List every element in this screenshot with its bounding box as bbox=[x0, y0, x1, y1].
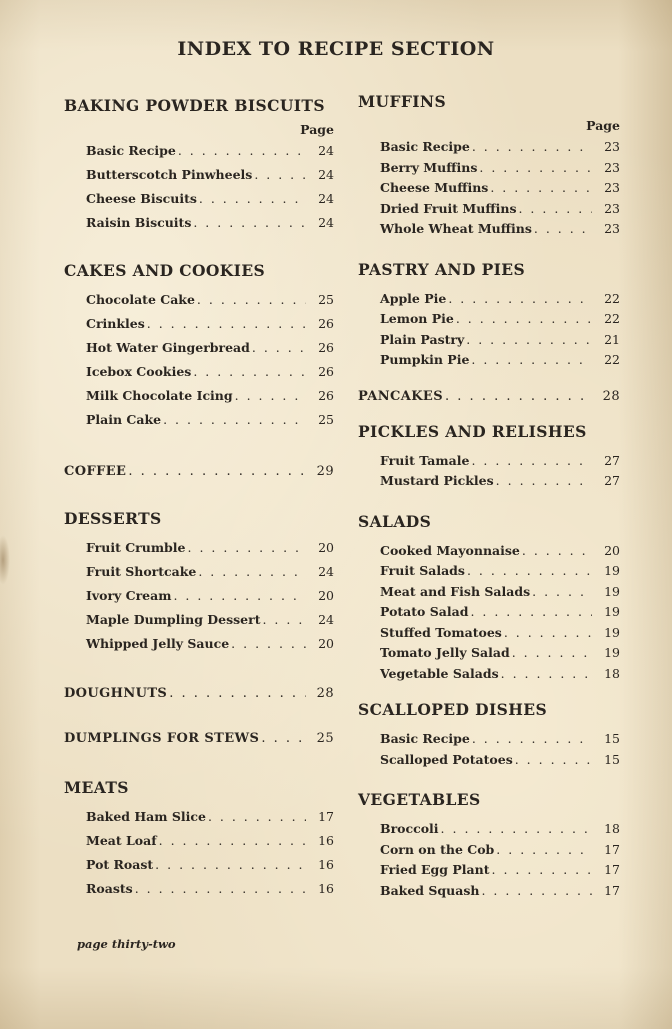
index-entry bbox=[358, 201, 620, 222]
entry-page: 20 bbox=[604, 542, 620, 558]
section-baking-powder-biscuits bbox=[64, 96, 334, 239]
index-entry bbox=[358, 221, 620, 242]
index-entry bbox=[358, 821, 620, 842]
dot-leader bbox=[522, 543, 592, 558]
entry-page: 25 bbox=[318, 292, 334, 307]
entry-page: 26 bbox=[318, 364, 334, 379]
entry-list bbox=[64, 809, 334, 905]
entry-page: 19 bbox=[604, 563, 620, 578]
dot-leader bbox=[188, 540, 307, 555]
entry-name: Hot Water Gingerbread bbox=[86, 340, 250, 355]
entry-page: 27 bbox=[604, 452, 620, 468]
entry-name: Maple Dumpling Dessert bbox=[86, 612, 261, 627]
index-entry bbox=[64, 316, 334, 340]
index-entry bbox=[64, 340, 334, 364]
entry-name: Lemon Pie bbox=[380, 311, 454, 326]
section-muffins bbox=[358, 92, 620, 242]
entry-name: Icebox Cookies bbox=[86, 364, 192, 379]
entry-list bbox=[358, 453, 620, 494]
entry-name: Ivory Cream bbox=[86, 588, 172, 603]
entry-name: Potato Salad bbox=[380, 604, 469, 619]
entry-name: Corn on the Cob bbox=[380, 841, 495, 857]
dot-leader bbox=[448, 291, 592, 306]
index-entry bbox=[64, 809, 334, 833]
entry-page: 17 bbox=[318, 809, 334, 824]
dot-leader bbox=[512, 645, 592, 660]
entry-page: 24 bbox=[318, 167, 334, 182]
dot-leader bbox=[534, 221, 592, 236]
entry-page: 20 bbox=[318, 540, 334, 555]
entry-page: 17 bbox=[604, 882, 620, 898]
section-doughnuts bbox=[64, 686, 334, 701]
section-vegetables bbox=[358, 790, 620, 903]
index-entry bbox=[64, 540, 334, 564]
section-dumplings-for-stews bbox=[64, 731, 334, 746]
dot-leader bbox=[481, 883, 592, 898]
entry-page: 24 bbox=[318, 612, 334, 627]
entry-page: 28 bbox=[602, 388, 620, 404]
dot-leader bbox=[169, 686, 306, 701]
index-entry bbox=[358, 453, 620, 474]
index-entry bbox=[358, 862, 620, 883]
entry-page: 18 bbox=[604, 821, 620, 836]
index-entry bbox=[358, 352, 620, 373]
entry-page: 25 bbox=[318, 412, 334, 427]
entry-name: Whipped Jelly Sauce bbox=[86, 636, 230, 651]
entry-list bbox=[358, 821, 620, 903]
index-entry bbox=[358, 139, 620, 160]
entry-page: 23 bbox=[604, 180, 620, 195]
entry-list bbox=[358, 139, 620, 242]
section-heading: COFFEE bbox=[64, 464, 127, 479]
index-entry bbox=[64, 143, 334, 167]
index-entry bbox=[64, 881, 334, 905]
dot-leader bbox=[515, 752, 592, 767]
entry-list bbox=[64, 143, 334, 239]
entry-name: Fried Egg Plant bbox=[380, 862, 490, 877]
entry-name: Basic Recipe bbox=[380, 139, 470, 154]
entry-name: Meat and Fish Salads bbox=[380, 583, 531, 599]
entry-page: 19 bbox=[604, 583, 620, 599]
entry-name: Milk Chocolate Icing bbox=[86, 388, 233, 403]
dot-leader bbox=[471, 453, 592, 468]
section-heading: PICKLES AND RELISHES bbox=[358, 421, 587, 441]
entry-page: 15 bbox=[604, 731, 620, 746]
dot-leader bbox=[490, 180, 592, 195]
dot-leader bbox=[471, 352, 592, 367]
entry-name: Pot Roast bbox=[86, 857, 154, 872]
entry-page: 29 bbox=[316, 464, 334, 479]
entry-name: Pumpkin Pie bbox=[380, 352, 470, 367]
dot-leader bbox=[492, 862, 592, 877]
section-heading: CAKES AND COOKIES bbox=[64, 261, 266, 280]
entry-name: Cheese Biscuits bbox=[86, 191, 197, 206]
dot-leader bbox=[197, 292, 306, 307]
section-meats bbox=[64, 778, 334, 905]
right-column bbox=[358, 92, 620, 903]
index-entry bbox=[358, 752, 620, 773]
section-heading: SCALLOPED DISHES bbox=[358, 700, 548, 719]
dot-leader bbox=[193, 215, 306, 230]
entry-name: Basic Recipe bbox=[86, 143, 176, 158]
dot-leader bbox=[252, 340, 306, 355]
entry-name: Mustard Pickles bbox=[380, 473, 494, 488]
dot-leader bbox=[173, 588, 306, 603]
entry-list bbox=[358, 731, 620, 772]
index-entry bbox=[358, 311, 620, 332]
index-entry bbox=[358, 731, 620, 752]
entry-name: Apple Pie bbox=[380, 290, 447, 306]
paper-stain bbox=[0, 535, 10, 585]
entry-list bbox=[358, 543, 620, 687]
section-desserts bbox=[64, 509, 334, 660]
entry-page: 16 bbox=[318, 881, 334, 896]
entry-name: Dried Fruit Muffins bbox=[380, 200, 517, 216]
index-entry bbox=[358, 883, 620, 904]
section-heading: PASTRY AND PIES bbox=[358, 259, 526, 279]
entry-name: Whole Wheat Muffins bbox=[380, 221, 532, 236]
entry-name: Broccoli bbox=[380, 821, 439, 836]
entry-page: 23 bbox=[604, 159, 620, 175]
entry-page: 18 bbox=[604, 665, 620, 681]
index-entry bbox=[64, 412, 334, 436]
dot-leader bbox=[504, 625, 592, 640]
entry-list bbox=[358, 291, 620, 373]
entry-name: Chocolate Cake bbox=[86, 292, 195, 307]
entry-name: Baked Ham Slice bbox=[86, 809, 206, 824]
entry-name: Crinkles bbox=[86, 316, 145, 331]
dot-leader bbox=[147, 316, 306, 331]
entry-name: Vegetable Salads bbox=[380, 665, 499, 681]
dot-leader bbox=[445, 389, 592, 404]
entry-page: 19 bbox=[604, 645, 620, 660]
entry-page: 26 bbox=[318, 316, 334, 331]
entry-name: Fruit Tamale bbox=[380, 452, 470, 468]
index-entry bbox=[64, 364, 334, 388]
entry-name: Cooked Mayonnaise bbox=[380, 542, 520, 558]
page-footer: page thirty-two bbox=[77, 937, 176, 951]
entry-name: Basic Recipe bbox=[380, 731, 470, 746]
index-entry bbox=[64, 564, 334, 588]
index-entry bbox=[64, 612, 334, 636]
entry-name: Baked Squash bbox=[380, 882, 480, 898]
dot-leader bbox=[198, 564, 306, 579]
dot-leader bbox=[159, 833, 306, 848]
index-entry bbox=[64, 215, 334, 239]
section-heading: DUMPLINGS FOR STEWS bbox=[64, 731, 260, 746]
left-column bbox=[64, 96, 334, 905]
dot-leader bbox=[235, 388, 306, 403]
dot-leader bbox=[472, 731, 592, 746]
entry-page: 23 bbox=[604, 139, 620, 154]
section-pickles-and-relishes bbox=[358, 422, 620, 494]
index-entry bbox=[64, 636, 334, 660]
index-entry bbox=[358, 584, 620, 605]
dot-leader bbox=[193, 364, 306, 379]
entry-name: Scalloped Potatoes bbox=[380, 751, 513, 767]
section-coffee bbox=[64, 464, 334, 479]
section-heading: BAKING POWDER BISCUITS bbox=[64, 96, 325, 115]
entry-name: Cheese Muffins bbox=[380, 180, 489, 195]
entry-page: 23 bbox=[604, 221, 620, 236]
dot-leader bbox=[479, 160, 592, 175]
entry-page: 21 bbox=[604, 331, 620, 347]
entry-page: 20 bbox=[318, 636, 334, 651]
entry-name: Plain Cake bbox=[86, 412, 162, 427]
entry-page: 15 bbox=[604, 751, 620, 767]
index-entry bbox=[64, 588, 334, 612]
entry-page: 22 bbox=[604, 352, 620, 367]
entry-name: Fruit Shortcake bbox=[86, 564, 197, 579]
dot-leader bbox=[472, 139, 592, 154]
dot-leader bbox=[456, 311, 592, 326]
dot-leader bbox=[163, 412, 306, 427]
dot-leader bbox=[501, 666, 592, 681]
index-entry bbox=[64, 191, 334, 215]
entry-page: 24 bbox=[318, 564, 334, 579]
index-entry bbox=[358, 543, 620, 564]
page-title: INDEX TO RECIPE SECTION bbox=[177, 38, 495, 60]
section-heading: MEATS bbox=[64, 778, 129, 797]
section-heading: MUFFINS bbox=[358, 92, 447, 111]
dot-leader bbox=[518, 201, 592, 216]
index-entry bbox=[358, 625, 620, 646]
dot-leader bbox=[155, 857, 306, 872]
entry-name: Berry Muffins bbox=[380, 159, 478, 175]
entry-list bbox=[64, 292, 334, 436]
dot-leader bbox=[135, 881, 306, 896]
dot-leader bbox=[208, 809, 306, 824]
entry-page: 26 bbox=[318, 388, 334, 403]
entry-name: Meat Loaf bbox=[86, 833, 157, 848]
entry-name: Plain Pastry bbox=[380, 331, 465, 347]
dot-leader bbox=[496, 473, 592, 488]
entry-page: 23 bbox=[604, 200, 620, 216]
entry-name: Tomato Jelly Salad bbox=[380, 645, 510, 660]
entry-page: 22 bbox=[604, 311, 620, 326]
section-salads bbox=[358, 512, 620, 687]
index-entry bbox=[358, 645, 620, 666]
entry-page: 26 bbox=[318, 340, 334, 355]
dot-leader bbox=[262, 612, 306, 627]
entry-name: Fruit Salads bbox=[380, 563, 465, 578]
entry-page: 17 bbox=[604, 862, 620, 877]
section-heading: DESSERTS bbox=[64, 509, 162, 528]
entry-page: 16 bbox=[318, 857, 334, 872]
dot-leader bbox=[441, 821, 592, 836]
dot-leader bbox=[178, 143, 306, 158]
section-pastry-and-pies bbox=[358, 260, 620, 373]
section-pancakes bbox=[358, 389, 620, 404]
index-entry bbox=[358, 332, 620, 353]
index-entry bbox=[358, 180, 620, 201]
entry-name: Fruit Crumble bbox=[86, 540, 186, 555]
dot-leader bbox=[466, 332, 592, 347]
index-entry bbox=[64, 167, 334, 191]
entry-page: 25 bbox=[316, 731, 334, 746]
entry-name: Roasts bbox=[86, 881, 133, 896]
entry-list bbox=[64, 540, 334, 660]
dot-leader bbox=[261, 731, 306, 746]
entry-page: 28 bbox=[316, 686, 334, 701]
entry-page: 24 bbox=[318, 191, 334, 206]
section-heading: VEGETABLES bbox=[358, 790, 481, 809]
dot-leader bbox=[199, 191, 306, 206]
entry-name: Butterscotch Pinwheels bbox=[86, 167, 253, 182]
section-heading: DOUGHNUTS bbox=[64, 686, 168, 701]
entry-page: 19 bbox=[604, 624, 620, 640]
entry-page: 16 bbox=[318, 833, 334, 848]
entry-name: Raisin Biscuits bbox=[86, 215, 192, 230]
dot-leader bbox=[496, 842, 592, 857]
index-entry bbox=[358, 666, 620, 687]
entry-page: 17 bbox=[604, 841, 620, 857]
dot-leader bbox=[532, 584, 592, 599]
index-entry bbox=[358, 160, 620, 181]
dot-leader bbox=[128, 464, 306, 479]
entry-page: 27 bbox=[604, 473, 620, 488]
index-entry bbox=[64, 388, 334, 412]
index-entry bbox=[64, 292, 334, 316]
dot-leader bbox=[231, 636, 306, 651]
entry-page: 20 bbox=[318, 588, 334, 603]
entry-page: 24 bbox=[318, 215, 334, 230]
dot-leader bbox=[254, 167, 306, 182]
dot-leader bbox=[470, 604, 592, 619]
section-heading: SALADS bbox=[358, 511, 432, 531]
index-entry bbox=[358, 563, 620, 584]
entry-name: Stuffed Tomatoes bbox=[380, 624, 502, 640]
entry-page: 22 bbox=[604, 290, 620, 306]
index-entry bbox=[358, 291, 620, 312]
index-entry bbox=[64, 857, 334, 881]
section-cakes-and-cookies bbox=[64, 261, 334, 436]
section-heading: PANCAKES bbox=[358, 388, 444, 404]
dot-leader bbox=[467, 563, 592, 578]
entry-page: 19 bbox=[604, 604, 620, 619]
page-column-label: Page bbox=[300, 122, 334, 137]
page-column-label: Page bbox=[586, 118, 620, 133]
index-entry bbox=[358, 473, 620, 494]
section-scalloped-dishes bbox=[358, 700, 620, 772]
index-entry bbox=[358, 842, 620, 863]
index-entry bbox=[64, 833, 334, 857]
index-entry bbox=[358, 604, 620, 625]
entry-page: 24 bbox=[318, 143, 334, 158]
